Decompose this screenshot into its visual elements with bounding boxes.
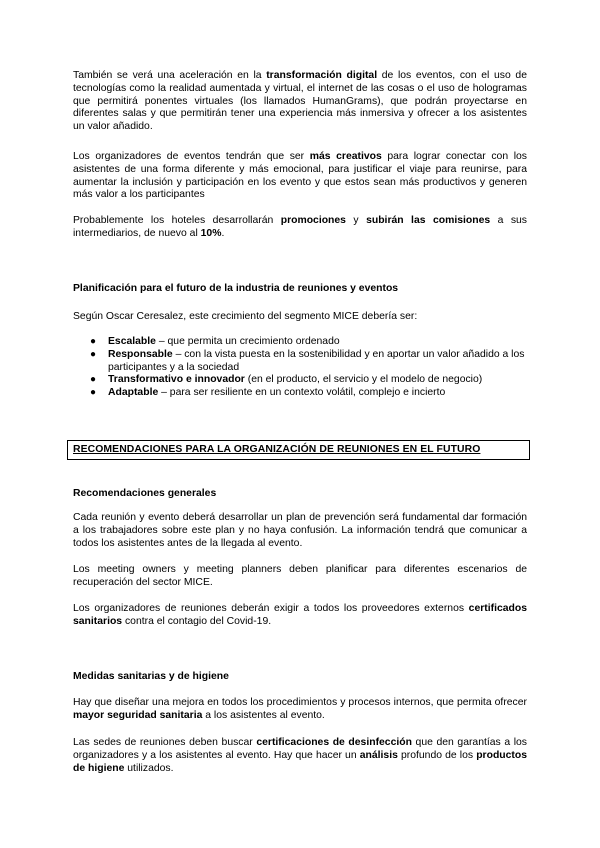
list-item: [73, 387, 527, 400]
text: También se verá una aceleración en la: [73, 70, 267, 81]
paragraph-creativity: [73, 151, 527, 202]
text: que den garantías a los organizadores y a los asistentes al evento. Hay que hacer un: [73, 737, 527, 761]
text: a los asistentes al evento.: [202, 709, 325, 721]
bold-text: más creativos: [309, 151, 382, 162]
text: utilizados.: [124, 762, 174, 774]
text: y: [345, 215, 367, 226]
list-item: [73, 374, 527, 387]
section-heading-planning: Planificación para el futuro de la industria de reuniones y eventos: [73, 283, 399, 294]
text: Los organizadores de eventos tendrán que ser: [73, 151, 310, 162]
text: – con la vista puesta en la sostenibilidad y en aportar un valor añadido a los participantes y a la sociedad: [108, 348, 525, 373]
bold-text: promociones: [280, 215, 346, 226]
paragraph-disinfection: [73, 737, 527, 775]
bold-text: Escalable: [108, 336, 156, 347]
text: contra el contagio del Covid-19.: [122, 615, 272, 627]
text: – que permita un crecimiento ordenado: [155, 336, 340, 347]
paragraph-certificates: [73, 603, 527, 629]
list-item: [73, 336, 527, 349]
section-heading-hygiene: Medidas sanitarias y de higiene: [73, 671, 229, 682]
list-item: [73, 349, 527, 375]
bold-text: productos de higiene: [73, 749, 527, 774]
section-title-text: RECOMENDACIONES PARA LA ORGANIZACIÓN DE REUNIONES EN EL FUTURO: [73, 444, 481, 455]
text: Probablemente los hoteles desarrollarán: [73, 215, 281, 226]
bold-text: mayor seguridad sanitaria: [73, 709, 203, 721]
bullet-icon: ●: [90, 374, 97, 386]
text: de los eventos, con el uso de tecnologías como la realidad aumentada y virtual, el internet de las cosas o el uso de hologramas que permitirá ponentes virtuales (los llamados HumanGrams), que podrán proyectarse en diferentes salas y que permitirán tener una experiencia más inmersiva y ofrecer a los asistentes un valor añadido.: [73, 70, 527, 133]
bold-text: transformación digital: [266, 70, 378, 81]
bold-text: 10%: [200, 227, 222, 239]
text: (en el producto, el servicio y el modelo de negocio): [244, 374, 483, 386]
bold-text: certificados sanitarios: [73, 603, 527, 627]
paragraph-hotels: [73, 215, 527, 241]
section-heading-general: Recomendaciones generales: [73, 488, 217, 499]
text: .: [221, 227, 225, 239]
bold-text: certificaciones de desinfección: [256, 737, 412, 748]
paragraph-digital-transformation: [73, 70, 527, 134]
text: – para ser resiliente en un contexto volátil, complejo e incierto: [158, 387, 446, 399]
text: Las sedes de reuniones deben buscar: [73, 737, 257, 748]
bullet-list: [73, 336, 527, 400]
bullet-icon: ●: [90, 336, 97, 347]
bold-text: Transformativo e innovador: [108, 374, 245, 386]
bold-text: Responsable: [108, 348, 173, 360]
paragraph-ceresalez: Según Oscar Ceresalez, este crecimiento del segmento MICE debería ser:: [73, 311, 418, 322]
text: Hay que diseñar una mejora en todos los procedimientos y procesos internos, que permita ofrecer: [73, 697, 527, 708]
text: Los organizadores de reuniones deberán exigir a todos los proveedores externos: [73, 603, 469, 614]
paragraph-meeting-planners: Los meeting owners y meeting planners deben planificar para diferentes escenarios de recuperación del sector MICE.: [73, 564, 527, 588]
bullet-icon: ●: [90, 348, 97, 360]
bold-text: análisis: [359, 749, 398, 761]
paragraph-procedures: [73, 697, 527, 723]
text: profundo de los: [397, 749, 477, 761]
bold-text: subirán las comisiones: [366, 215, 491, 226]
bullet-icon: ●: [90, 387, 97, 399]
text: para lograr conectar con los asistentes de una forma diferente y más emocional, para justificar el viaje para reunirse, para aumentar la inclusión y participación en los evento y que estos sean más productivos y generen más valor a los participantes: [73, 151, 527, 201]
paragraph-prevention-plan: Cada reunión y evento deberá desarrollar un plan de prevención será fundamental dar formación a los trabajadores sobre este plan y no haya confusión. La información tendrá que comunicar a todos los asistentes antes de la llegada al evento.: [73, 512, 527, 549]
text: a sus intermediarios, de nuevo al: [73, 215, 527, 239]
bold-text: Adaptable: [108, 387, 159, 399]
boxed-section-title: [67, 440, 530, 460]
